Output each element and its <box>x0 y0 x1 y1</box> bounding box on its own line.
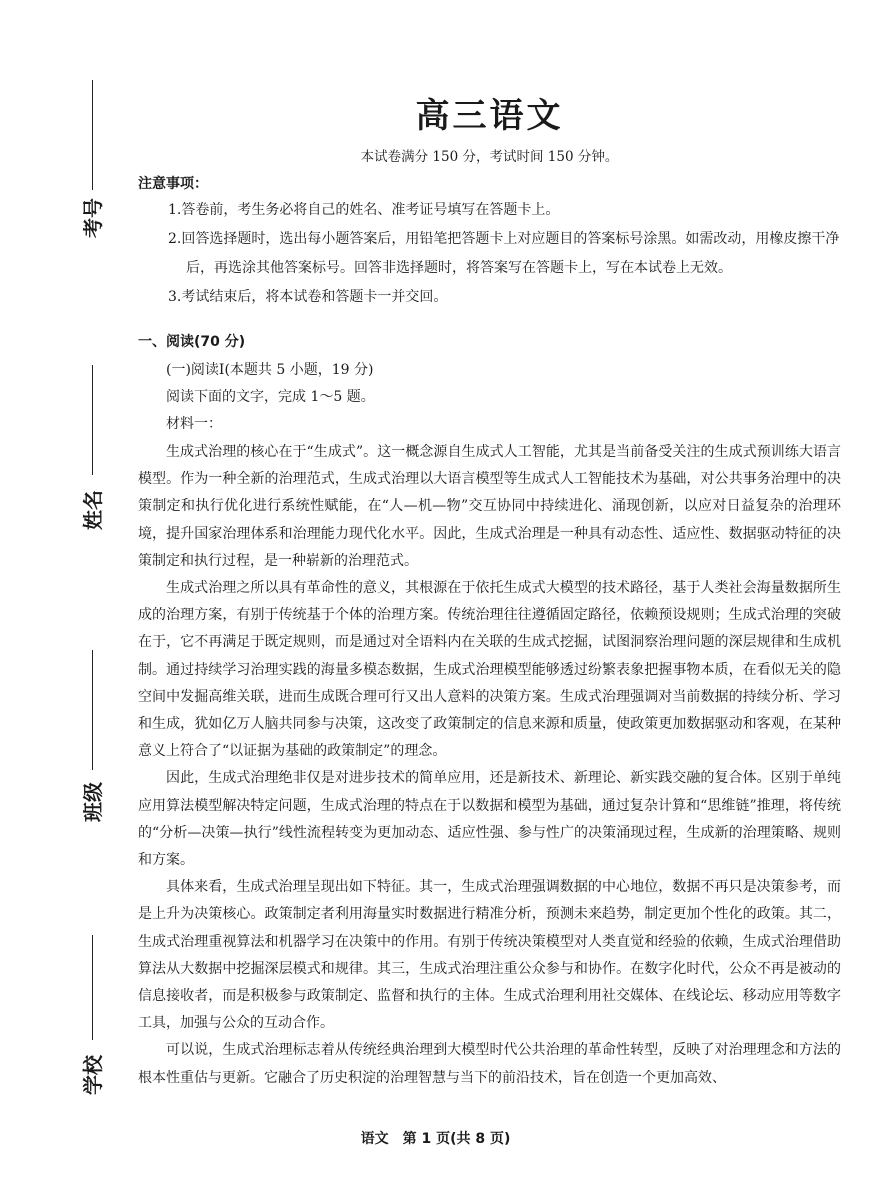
section-instruction: 阅读下面的文字，完成 1～5 题。 <box>166 389 375 405</box>
section-heading: 一、阅读(70 分) <box>138 334 246 350</box>
passage-paragraph: 可以说，生成式治理标志着从传统经典治理到大模型时代公共治理的革命性转型，反映了对治理理念和方法的根本性重估与更新。它融合了历史积淀的治理智慧与当下的前沿技术，旨在创造一个更加高效、 <box>138 1042 841 1086</box>
name-label: 姓名 <box>81 490 105 530</box>
exam-id-label: 考号 <box>81 198 105 238</box>
binding-margin <box>0 0 120 1200</box>
name-write-line <box>92 365 93 475</box>
passage-paragraph: 生成式治理之所以具有革命性的意义，其根源在于依托生成式大模型的技术路径，基于人类社会海量数据所生成的治理方案，有别于传统基于个体的治理方案。传统治理往往遵循固定路径，依赖预设规则；生成式治理的突破在于，它不再满足于既定规则，而是通过对全语料内在关联的生成式挖掘，试图洞察治理问题的深层规律和生成机制。通过持续学习治理实践的海量多模态数据，生成式治理模型能够透过纷繁表象把握事物本质，在看似无关的隐空间中发掘高维关联，进而生成既合理可行又出人意料的决策方案。生成式治理强调对当前数据的持续分析、学习和生成，犹如亿万人脑共同参与决策，这改变了政策制定的信息来源和质量，使政策更加数据驱动和客观，在某种意义上符合了“以证据为基础的政策制定”的理念。 <box>138 580 841 760</box>
page-title: 高三语文 <box>415 96 564 136</box>
note-item: 1.答卷前，考生务必将自己的姓名、准考证号填写在答题卡上。 <box>168 202 560 218</box>
notes-heading: 注意事项： <box>138 176 208 192</box>
material-label: 材料一： <box>166 416 222 432</box>
note-item: 3.考试结束后，将本试卷和答题卡一并交回。 <box>168 289 448 305</box>
exam-subtitle: 本试卷满分 150 分，考试时间 150 分钟。 <box>360 149 619 165</box>
notes-list <box>138 196 841 312</box>
passage-paragraph: 具体来看，生成式治理呈现出如下特征。其一，生成式治理强调数据的中心地位，数据不再只是决策参考，而是上升为决策核心。政策制定者利用海量实时数据进行精准分析，预测未来趋势，制定更加个性化的政策。其二，生成式治理重视算法和机器学习在决策中的作用。有别于传统决策模型对人类直觉和经验的依赖，生成式治理借助算法从大数据中挖掘深层模式和规律。其三，生成式治理注重公众参与和协作。在数字化时代，公众不再是被动的信息接收者，而是积极参与政策制定、监督和执行的主体。生成式治理利用社交媒体、在线论坛、移动应用等数字工具，加强与公众的互动合作。 <box>138 879 841 1032</box>
exam-id-write-line <box>92 80 93 190</box>
class-label: 班级 <box>81 782 105 822</box>
page-footer: 语文 第 1 页(共 8 页) <box>360 1131 511 1147</box>
section-subheading: (一)阅读Ⅰ(本题共 5 小题，19 分) <box>166 362 374 378</box>
reading-passage <box>138 439 841 1092</box>
school-write-line <box>92 935 93 1040</box>
passage-paragraph: 生成式治理的核心在于“生成式”。这一概念源自生成式人工智能，尤其是当前备受关注的生成式预训练大语言模型。作为一种全新的治理范式，生成式治理以大语言模型等生成式人工智能技术为基础，对公共事务治理中的决策制定和执行优化进行系统性赋能，在“人—机—物”交互协同中持续进化、涌现创新，以应对日益复杂的治理环境，提升国家治理体系和治理能力现代化水平。因此，生成式治理是一种具有动态性、适应性、数据驱动特征的决策制定和执行过程，是一种崭新的治理范式。 <box>138 444 841 569</box>
school-label: 学校 <box>81 1055 105 1095</box>
class-write-line <box>92 650 93 770</box>
note-item: 2.回答选择题时，选出每小题答案后，用铅笔把答题卡上对应题目的答案标号涂黑。如需改动，用橡皮擦干净后，再选涂其他答案标号。回答非选择题时，将答案写在答题卡上，写在本试卷上无效。 <box>168 231 840 276</box>
passage-paragraph: 因此，生成式治理绝非仅是对进步技术的简单应用，还是新技术、新理论、新实践交融的复合体。区别于单纯应用算法模型解决特定问题，生成式治理的特点在于以数据和模型为基础，通过复杂计算和“思维链”推理，将传统的“分析—决策—执行”线性流程转变为更加动态、适应性强、参与性广的决策涌现过程，生成新的治理策略、规则和方案。 <box>138 770 841 869</box>
